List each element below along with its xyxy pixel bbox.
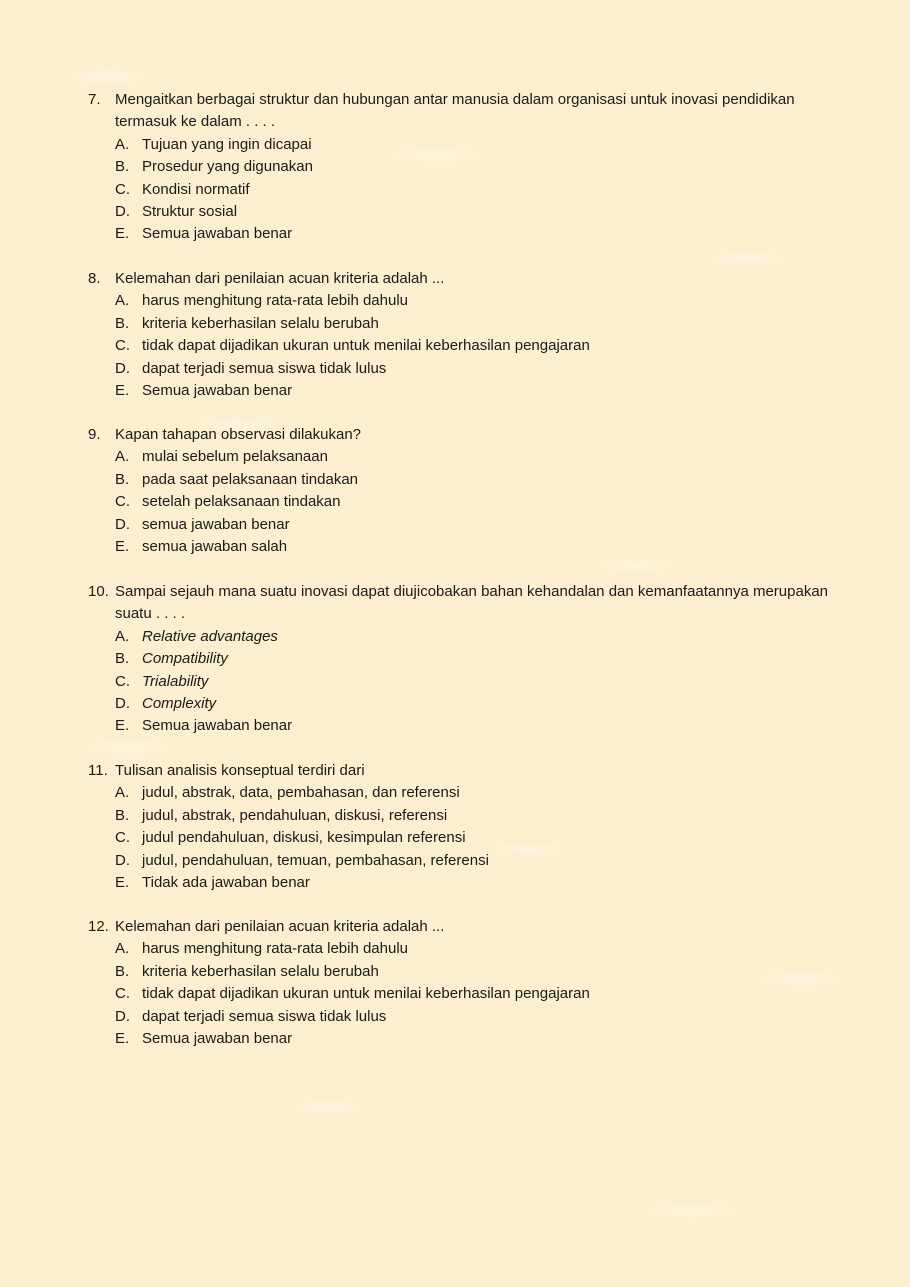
option-b	[88, 469, 848, 491]
option-letter: D.	[115, 515, 130, 533]
option-d	[88, 850, 848, 872]
question-text: Tulisan analisis konseptual terdiri dari	[115, 762, 365, 779]
option-text: kriteria keberhasilan selalu berubah	[142, 962, 379, 980]
question-number: 7.	[88, 91, 101, 108]
option-letter: E.	[115, 538, 130, 556]
question-text: Kelemahan dari penilaian acuan kriteria adalah ...	[115, 918, 445, 935]
option-text: Complexity	[142, 695, 217, 713]
option-letter: B.	[115, 314, 130, 332]
option-text: judul, abstrak, data, pembahasan, dan referensi	[142, 784, 460, 802]
option-letter: B.	[115, 158, 130, 176]
option-letter: A.	[115, 292, 130, 310]
option-text: Semua jawaban benar	[142, 382, 293, 400]
option-text: Semua jawaban benar	[142, 225, 293, 243]
option-text: Compatibility	[142, 650, 228, 668]
option-a	[88, 938, 848, 960]
option-letter: D.	[115, 203, 130, 221]
option-c	[88, 671, 848, 693]
question-number: 9.	[88, 426, 101, 443]
option-letter: B.	[115, 962, 130, 980]
option-letter: A.	[115, 784, 130, 802]
option-text: Kondisi normatif	[142, 180, 250, 198]
option-text: Semua jawaban benar	[142, 1030, 293, 1048]
question-text: Sampai sejauh mana suatu inovasi dapat diujicobakan bahan kehandalan dan kemanfaatannya merupakan suatu . . . .	[115, 583, 829, 623]
option-c	[88, 335, 848, 357]
option-b	[88, 313, 848, 335]
option-text: harus menghitung rata-rata lebih dahulu	[142, 940, 409, 958]
option-b	[88, 156, 848, 178]
option-letter: A.	[115, 448, 130, 466]
option-text: judul, abstrak, pendahuluan, diskusi, referensi	[142, 806, 448, 824]
option-text: judul pendahuluan, diskusi, kesimpulan referensi	[142, 829, 466, 847]
option-d	[88, 693, 848, 715]
option-e	[88, 223, 848, 245]
option-letter: A.	[115, 135, 130, 153]
question-stem	[88, 89, 848, 134]
option-d	[88, 514, 848, 536]
option-text: setelah pelaksanaan tindakan	[142, 493, 341, 511]
option-letter: C.	[115, 180, 130, 198]
option-letter: B.	[115, 650, 130, 668]
option-text: Tidak ada jawaban benar	[142, 874, 310, 892]
question-number: 12.	[88, 918, 109, 935]
option-letter: D.	[115, 851, 130, 869]
question-10	[88, 581, 848, 738]
option-letter: B.	[115, 806, 130, 824]
option-text: kriteria keberhasilan selalu berubah	[142, 314, 379, 332]
option-text: semua jawaban benar	[142, 515, 290, 533]
option-e	[88, 380, 848, 402]
option-letter: D.	[115, 359, 130, 377]
option-text: Trialability	[142, 672, 209, 690]
option-text: dapat terjadi semua siswa tidak lulus	[142, 1007, 387, 1025]
option-a	[88, 626, 848, 648]
option-b	[88, 961, 848, 983]
question-12	[88, 916, 848, 1050]
option-text: Struktur sosial	[142, 203, 238, 221]
option-text: pada saat pelaksanaan tindakan	[142, 470, 359, 488]
option-e	[88, 715, 848, 737]
option-letter: E.	[115, 717, 130, 735]
option-a	[88, 134, 848, 156]
option-b	[88, 648, 848, 670]
option-letter: C.	[115, 337, 130, 355]
question-text: Kapan tahapan observasi dilakukan?	[115, 426, 362, 443]
question-number: 8.	[88, 270, 101, 287]
question-stem	[88, 581, 848, 626]
option-e	[88, 872, 848, 894]
option-d	[88, 201, 848, 223]
question-text: Mengaitkan berbagai struktur dan hubungan antar manusia dalam organisasi untuk inovasi pendidikan termasuk ke dalam . . . .	[115, 91, 795, 131]
question-stem	[88, 760, 848, 782]
option-letter: C.	[115, 493, 130, 511]
question-9	[88, 424, 848, 558]
option-letter: B.	[115, 470, 130, 488]
option-c	[88, 491, 848, 513]
question-stem	[88, 916, 848, 938]
option-letter: E.	[115, 225, 130, 243]
option-letter: C.	[115, 829, 130, 847]
option-c	[88, 983, 848, 1005]
question-11	[88, 760, 848, 894]
question-number: 11.	[88, 762, 108, 779]
option-letter: A.	[115, 627, 130, 645]
question-stem	[88, 424, 848, 446]
option-letter: D.	[115, 1007, 130, 1025]
question-number: 10.	[88, 583, 109, 600]
option-text: dapat terjadi semua siswa tidak lulus	[142, 359, 387, 377]
option-a	[88, 782, 848, 804]
option-d	[88, 358, 848, 380]
option-text: harus menghitung rata-rata lebih dahulu	[142, 292, 409, 310]
option-text: tidak dapat dijadikan ukuran untuk menilai keberhasilan pengajaran	[142, 985, 590, 1003]
option-letter: E.	[115, 874, 130, 892]
question-8	[88, 268, 848, 402]
option-letter: E.	[115, 1030, 130, 1048]
option-letter: D.	[115, 695, 130, 713]
option-a	[88, 290, 848, 312]
option-text: Relative advantages	[142, 627, 278, 645]
question-text: Kelemahan dari penilaian acuan kriteria adalah ...	[115, 270, 445, 287]
option-d	[88, 1006, 848, 1028]
option-c	[88, 179, 848, 201]
option-text: semua jawaban salah	[142, 538, 288, 556]
option-letter: A.	[115, 940, 130, 958]
option-text: Semua jawaban benar	[142, 717, 293, 735]
question-7	[88, 89, 848, 246]
option-text: Prosedur yang digunakan	[142, 158, 313, 176]
option-text: tidak dapat dijadikan ukuran untuk menilai keberhasilan pengajaran	[142, 337, 590, 355]
option-letter: E.	[115, 382, 130, 400]
option-letter: C.	[115, 985, 130, 1003]
option-e	[88, 536, 848, 558]
option-text: Tujuan yang ingin dicapai	[142, 135, 312, 153]
option-letter: C.	[115, 672, 130, 690]
option-text: mulai sebelum pelaksanaan	[142, 448, 328, 466]
option-text: judul, pendahuluan, temuan, pembahasan, referensi	[142, 851, 489, 869]
question-stem	[88, 268, 848, 290]
option-c	[88, 827, 848, 849]
option-a	[88, 446, 848, 468]
option-b	[88, 805, 848, 827]
option-e	[88, 1028, 848, 1050]
